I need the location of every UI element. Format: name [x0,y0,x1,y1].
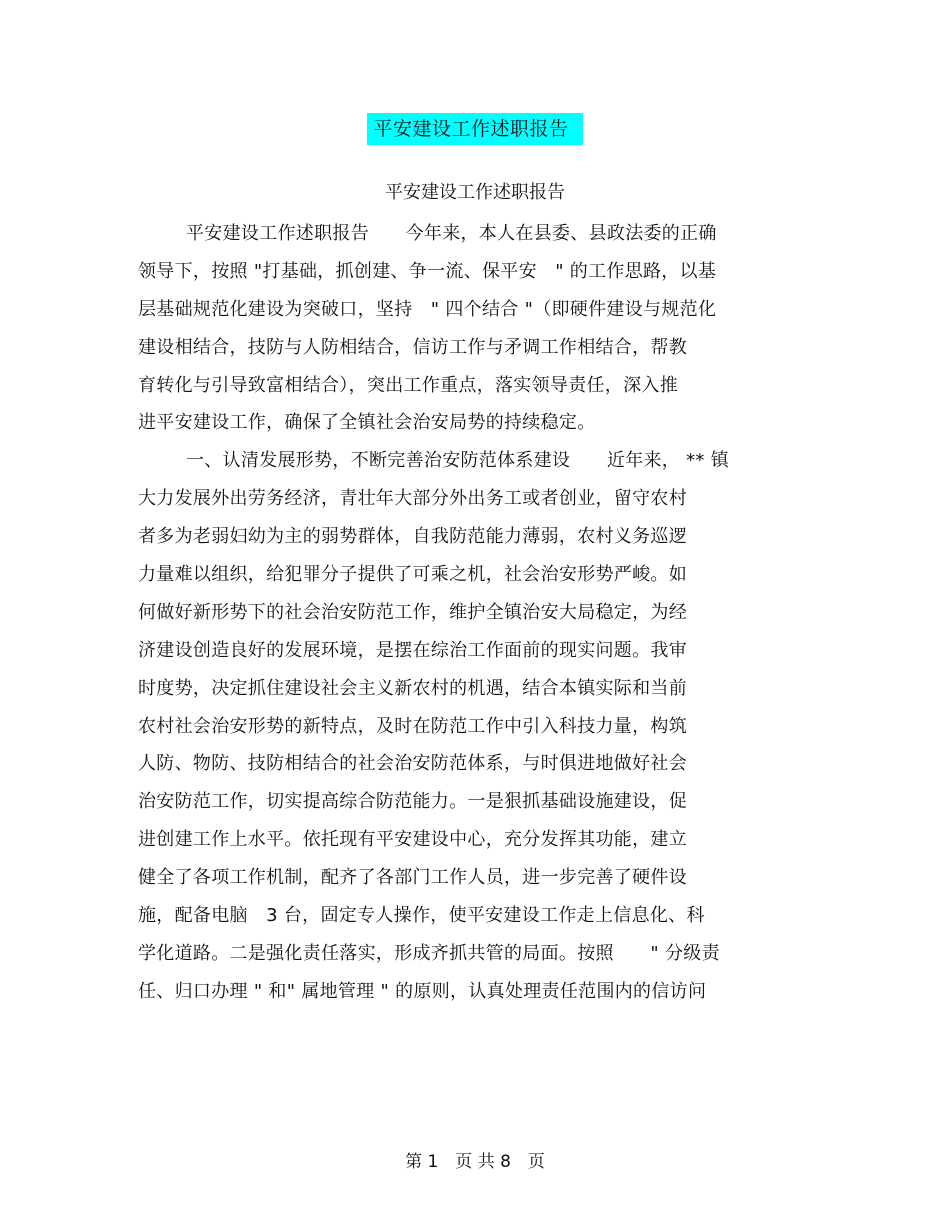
body-line: 健全了各项工作机制，配齐了各部门工作人员，进一步完善了硬件设 [138,867,687,889]
body-line: 建设相结合，技防与人防相结合，信访工作与矛调工作相结合，帮教 [138,336,687,358]
body-line: 大力发展外出劳务经济，青壮年大部分外出务工或者创业，留守农村 [138,488,687,510]
body-line: 时度势，决定抓住建设社会主义新农村的机遇，结合本镇实际和当前 [138,677,687,699]
body-line: 者多为老弱妇幼为主的弱势群体，自我防范能力薄弱，农村义务巡逻 [138,526,687,548]
body-line: 人防、物防、技防相结合的社会治安防范体系，与时俱进地做好社会 [138,753,687,775]
title-area [0,113,950,145]
body-line: 进平安建设工作，确保了全镇社会治安局势的持续稳定。 [138,412,596,434]
body-line: 施，配备电脑 3 台，固定专人操作，使平安建设工作走上信息化、科 [138,905,705,927]
page-footer: 第 1 页 共 8 页 [405,1152,545,1172]
body-line: 一、认清发展形势，不断完善治安防范体系建设 近年来， ** 镇 [186,450,730,472]
body-line: 学化道路。二是强化责任落实，形成齐抓共管的局面。按照 " 分级责 [138,942,720,964]
body-line: 治安防范工作，切实提高综合防范能力。一是狠抓基础设施建设，促 [138,791,687,813]
document-title: 平安建设工作述职报告 [367,113,582,145]
body-line: 进创建工作上水平。依托现有平安建设中心，充分发挥其功能，建立 [138,829,687,851]
body-line: 何做好新形势下的社会治安防范工作，维护全镇治安大局稳定，为经 [138,601,687,623]
body-line: 层基础规范化建设为突破口，坚持 " 四个结合 "（即硬件建设与规范化 [138,298,717,320]
body-line: 济建设创造良好的发展环境，是摆在综治工作面前的现实问题。我审 [138,639,687,661]
document-subtitle: 平安建设工作述职报告 [385,182,565,203]
body-line: 领导下，按照 "打基础，抓创建、争一流、保平安 " 的工作思路，以基 [138,260,717,282]
body-line: 农村社会治安形势的新特点，及时在防范工作中引入科技力量，构筑 [138,715,687,737]
body-line: 任、归口办理 " 和" 属地管理 " 的原则，认真处理责任范围内的信访问 [138,980,707,1002]
body-line: 平安建设工作述职报告 今年来，本人在县委、县政法委的正确 [186,223,717,244]
body-line: 力量难以组织，给犯罪分子提供了可乘之机，社会治安形势严峻。如 [138,564,687,586]
document-body [138,220,818,1016]
body-line: 育转化与引导致富相结合），突出工作重点，落实领导责任，深入推 [138,374,678,396]
